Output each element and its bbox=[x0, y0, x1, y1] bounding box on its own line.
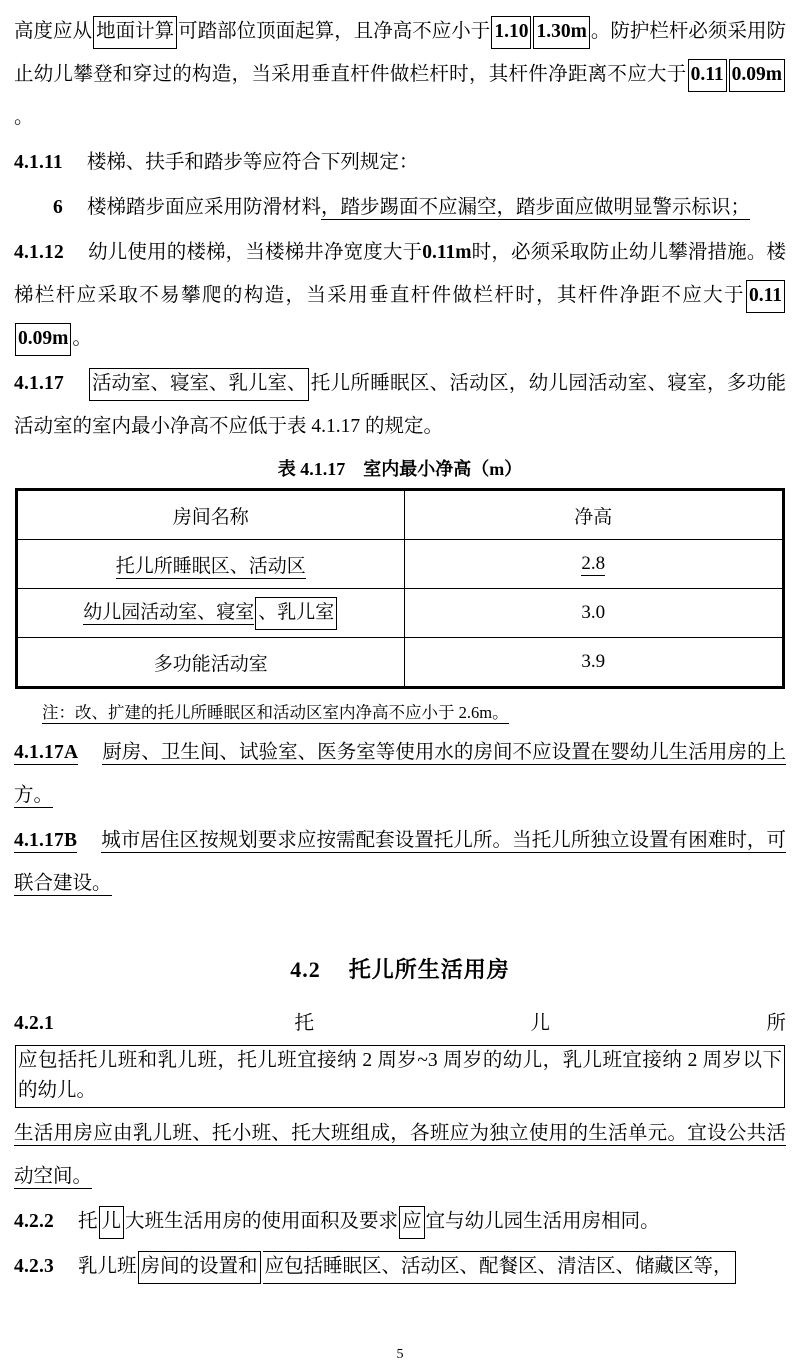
table-note-text: 注：改、扩建的托儿所睡眠区和活动区室内净高不应小于 2.6m。 bbox=[42, 703, 509, 722]
clause-4-2-2 bbox=[14, 1200, 786, 1243]
table-row bbox=[17, 540, 784, 589]
clause-number: 4.2.3 bbox=[14, 1256, 54, 1277]
clause-text: 托儿所睡眠区、活动区，幼儿园活动室、寝室，多功能活动室的室内最小净高不应低于表 4.1.17 的规定。 bbox=[14, 373, 786, 437]
item-text-underlined: ，踏步踢面不应漏空，踏步面应做明显警示标识； bbox=[320, 197, 750, 218]
edit-box-nursery-classes: 应包括托儿班和乳儿班，托儿班宜接纳 2 周岁~3 周岁的幼儿，乳儿班宜接纳 2 周岁以下的幼儿。 bbox=[15, 1045, 785, 1108]
text-plain: 。防护栏杆必须采用防止幼儿攀登和穿过的构造，当采用垂直杆件做栏杆时，其杆件净距离不应大于 bbox=[14, 21, 786, 85]
clause-text: 厨房、卫生间、试验室、医务室等使用水的房间不应设置在婴幼儿生活用房的上方。 bbox=[14, 742, 786, 806]
table-cell-room-name bbox=[17, 540, 405, 589]
text-plain: 。 bbox=[14, 107, 34, 128]
page-number: 5 bbox=[396, 1347, 404, 1362]
clause-4-1-17A bbox=[14, 731, 786, 817]
edit-box-ground-calculation: 地面计算 bbox=[93, 16, 177, 49]
text-plain: 高度应从 bbox=[14, 21, 93, 42]
clause-text-3: 。 bbox=[72, 328, 92, 349]
section-title-text: 托儿所生活用房 bbox=[348, 957, 510, 982]
clause-4-1-17B bbox=[14, 819, 786, 905]
clause-lead: 托儿所 bbox=[78, 1013, 786, 1034]
section-heading bbox=[14, 953, 786, 984]
clause-text: 楼梯、扶手和踏步等应符合下列规定： bbox=[86, 152, 419, 173]
clause-4-2-3 bbox=[14, 1245, 786, 1288]
edit-box-infant-room: 、乳儿室 bbox=[255, 597, 337, 630]
table-row bbox=[17, 638, 784, 688]
edit-box-value-011-b: 0.11 bbox=[746, 280, 785, 313]
edit-box-value-130m: 1.30m bbox=[533, 16, 589, 49]
cell-value-underlined: 2.8 bbox=[581, 553, 606, 574]
clause-4-1-11 bbox=[14, 141, 786, 184]
table-cell-value: 3.0 bbox=[404, 589, 784, 638]
clause-4-2-1 bbox=[14, 1002, 786, 1198]
clause-number: 4.1.11 bbox=[14, 152, 63, 173]
clause-text-2: 时，必须采取防止幼儿攀滑措施。楼梯栏杆应采取不易攀爬的构造，当采用垂直杆件做栏杆时，其杆件净距不应大于 bbox=[14, 242, 786, 306]
edit-box-value-110: 1.10 bbox=[491, 16, 531, 49]
edit-box-value-009m: 0.09m bbox=[729, 59, 785, 92]
clause-text-underlined: 生活用房应由乳儿班、托小班、托大班组成，各班应为独立使用的生活单元。宜设公共活动空间。 bbox=[14, 1123, 786, 1187]
table-cell-room-name: 多功能活动室 bbox=[17, 638, 405, 688]
edit-box-er: 儿 bbox=[99, 1206, 125, 1239]
edit-box-value-011: 0.11 bbox=[688, 59, 727, 92]
clause-4-1-11-item-6 bbox=[14, 186, 786, 229]
clause-4-1-17 bbox=[14, 362, 786, 448]
table-minimum-clear-height bbox=[15, 488, 785, 689]
table-title: 表 4.1.17 室内最小净高（m） bbox=[277, 459, 523, 479]
clause-4-1-12 bbox=[14, 231, 786, 360]
table-block bbox=[14, 456, 786, 727]
table-cell-room-name bbox=[17, 589, 405, 638]
value-stairwell-width: 0.11m bbox=[422, 242, 472, 263]
clause-number: 4.1.17 bbox=[14, 373, 64, 394]
clause-text-1: 乳儿班 bbox=[78, 1256, 137, 1277]
edit-box-ying: 应 bbox=[399, 1206, 425, 1239]
clause-text-1: 幼儿使用的楼梯，当楼梯井净宽度大于 bbox=[87, 242, 423, 263]
table-cell-value bbox=[404, 540, 784, 589]
table-header-clear-height: 净高 bbox=[404, 490, 784, 540]
cell-text-underlined: 托儿所睡眠区、活动区 bbox=[115, 555, 306, 577]
cell-text-underlined: 幼儿园活动室、寝室 bbox=[83, 601, 255, 623]
edit-box-room-names: 活动室、寝室、乳儿室、 bbox=[89, 368, 310, 401]
table-row bbox=[17, 589, 784, 638]
clause-text-3: 宜与幼儿园生活用房相同。 bbox=[425, 1211, 660, 1232]
text-plain: 可踏部位顶面起算，且净高不应小于 bbox=[178, 21, 491, 42]
edit-box-areas-list: 应包括睡眠区、活动区、配餐区、清洁区、储藏区等， bbox=[263, 1251, 736, 1284]
paragraph-height-continuation bbox=[14, 10, 786, 139]
clause-number: 4.1.12 bbox=[14, 242, 64, 263]
section-number: 4.2 bbox=[290, 957, 321, 982]
clause-text-2: 大班生活用房的使用面积及要求 bbox=[125, 1211, 399, 1232]
table-note bbox=[42, 699, 786, 727]
clause-number: 4.1.17A bbox=[14, 742, 79, 763]
clause-text-1: 托 bbox=[78, 1211, 98, 1232]
clause-text: 城市居住区按规划要求应按需配套设置托儿所。当托儿所独立设置有困难时，可联合建设。 bbox=[14, 830, 786, 894]
table-header-room-name: 房间名称 bbox=[17, 490, 405, 540]
clause-number: 4.2.1 bbox=[14, 1013, 54, 1034]
clause-number: 4.2.2 bbox=[14, 1211, 54, 1232]
item-text-plain: 楼梯踏步面应采用防滑材料 bbox=[86, 197, 321, 218]
table-cell-value: 3.9 bbox=[404, 638, 784, 688]
edit-box-value-009m-b: 0.09m bbox=[15, 323, 71, 356]
edit-box-room-setting: 房间的设置和 bbox=[138, 1251, 261, 1284]
table-header-row bbox=[17, 490, 784, 540]
item-number: 6 bbox=[53, 197, 63, 218]
clause-number: 4.1.17B bbox=[14, 830, 78, 851]
